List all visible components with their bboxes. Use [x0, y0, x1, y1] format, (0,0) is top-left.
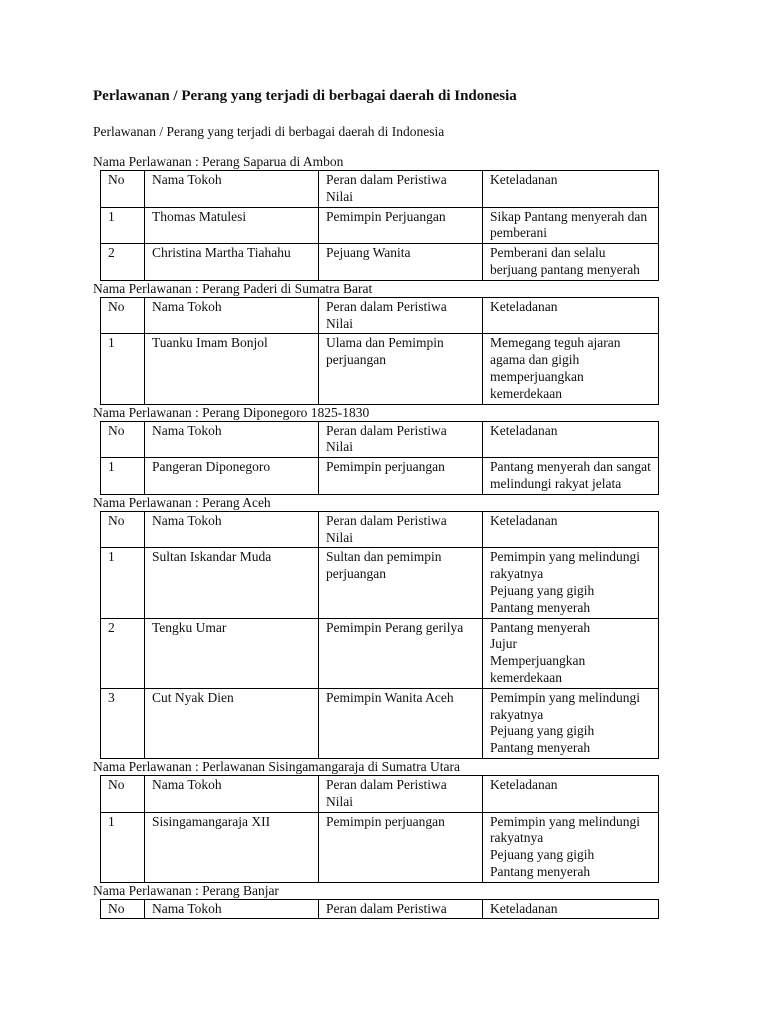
cell-no: 2 — [101, 618, 145, 688]
header-nama-tokoh: Nama Tokoh — [145, 171, 319, 208]
section-label: Nama Perlawanan : Perang Banjar — [93, 882, 279, 898]
section-label: Nama Perlawanan : Perang Paderi di Sumatra Barat — [93, 280, 373, 296]
header-keteladanan: Keteladanan — [483, 775, 659, 812]
section-label: Nama Perlawanan : Perang Saparua di Ambon — [93, 154, 344, 169]
sections-container — [93, 154, 673, 919]
table-row — [101, 244, 659, 281]
cell-line: Memperjuangkan kemerdekaan — [490, 653, 586, 685]
cell-nama-tokoh: Tuanku Imam Bonjol — [145, 334, 319, 404]
header-keteladanan: Keteladanan — [483, 421, 659, 458]
header-nama-tokoh: Nama Tokoh — [145, 775, 319, 812]
table-row — [101, 618, 659, 688]
table-row — [101, 548, 659, 618]
cell-peran: Pemimpin perjuangan — [319, 458, 483, 495]
header-peran: Peran dalam Peristiwa Nilai — [319, 297, 483, 334]
tokoh-table — [100, 899, 659, 920]
table-header-row — [101, 899, 659, 919]
tokoh-table — [100, 775, 659, 883]
cell-line: Pantang menyerah — [490, 863, 591, 879]
cell-keteladanan — [483, 812, 659, 882]
table-header-row — [101, 421, 659, 458]
cell-line: Pemimpin yang melindungi rakyatnya — [490, 813, 640, 846]
cell-no: 2 — [101, 244, 145, 281]
cell-nama-tokoh: Christina Martha Tiahahu — [145, 244, 319, 281]
header-no: No — [101, 171, 145, 208]
cell-keteladanan — [483, 548, 659, 618]
table-row — [101, 458, 659, 495]
cell-line: Pejuang yang gigih — [490, 582, 595, 598]
table-header-row — [101, 171, 659, 208]
cell-peran: Pejuang Wanita — [319, 244, 483, 281]
cell-line: Pantang menyerah — [490, 619, 591, 635]
table-row — [101, 207, 659, 244]
document-page — [93, 86, 673, 919]
cell-no: 1 — [101, 334, 145, 404]
header-peran: Peran dalam Peristiwa Nilai — [319, 421, 483, 458]
document-title: Perlawanan / Perang yang terjadi di berbagai daerah di Indonesia — [93, 88, 517, 104]
cell-keteladanan: Sikap Pantang menyerah dan pemberani — [483, 207, 659, 244]
cell-nama-tokoh: Tengku Umar — [145, 618, 319, 688]
tokoh-table — [100, 421, 659, 495]
header-no: No — [101, 297, 145, 334]
table-header-row — [101, 775, 659, 812]
header-peran: Peran dalam Peristiwa Nilai — [319, 171, 483, 208]
cell-peran: Pemimpin Wanita Aceh — [319, 688, 483, 758]
cell-keteladanan: Memegang teguh ajaran agama dan gigih memperjuangkan kemerdekaan — [483, 334, 659, 404]
header-keteladanan: Keteladanan — [483, 511, 659, 548]
cell-peran: Sultan dan pemimpin perjuangan — [319, 548, 483, 618]
cell-nama-tokoh: Pangeran Diponegoro — [145, 458, 319, 495]
cell-no: 1 — [101, 812, 145, 882]
cell-line: Pejuang yang gigih — [490, 847, 595, 863]
cell-nama-tokoh: Sultan Iskandar Muda — [145, 548, 319, 618]
header-keteladanan: Keteladanan — [483, 297, 659, 334]
cell-keteladanan: Pantang menyerah dan sangat melindungi rakyat jelata — [483, 458, 659, 495]
cell-peran: Pemimpin Perang gerilya — [319, 618, 483, 688]
cell-line: Jujur — [490, 636, 517, 652]
cell-peran: Ulama dan Pemimpin perjuangan — [319, 334, 483, 404]
header-no: No — [101, 899, 145, 919]
header-peran: Peran dalam Peristiwa Nilai — [319, 511, 483, 548]
header-nama-tokoh: Nama Tokoh — [145, 511, 319, 548]
table-row — [101, 688, 659, 758]
tokoh-table — [100, 297, 659, 405]
header-keteladanan: Keteladanan — [483, 171, 659, 208]
header-no: No — [101, 511, 145, 548]
cell-peran: Pemimpin Perjuangan — [319, 207, 483, 244]
cell-nama-tokoh: Thomas Matulesi — [145, 207, 319, 244]
cell-no: 1 — [101, 207, 145, 244]
cell-line: Pemimpin yang melindungi rakyatnya — [490, 549, 640, 582]
document-subtitle: Perlawanan / Perang yang terjadi di berbagai daerah di Indonesia — [93, 124, 445, 139]
cell-line: Pantang menyerah — [490, 599, 591, 615]
tokoh-table — [100, 170, 659, 281]
header-keteladanan: Keteladanan — [483, 899, 659, 919]
cell-line: Pejuang yang gigih — [490, 723, 595, 739]
cell-nama-tokoh: Sisingamangaraja XII — [145, 812, 319, 882]
table-header-row — [101, 511, 659, 548]
header-no: No — [101, 421, 145, 458]
cell-no: 1 — [101, 548, 145, 618]
section-label: Nama Perlawanan : Perang Diponegoro 1825-1830 — [93, 404, 370, 420]
cell-peran: Pemimpin perjuangan — [319, 812, 483, 882]
section-label: Nama Perlawanan : Perang Aceh — [93, 494, 271, 510]
table-row — [101, 812, 659, 882]
header-nama-tokoh: Nama Tokoh — [145, 899, 319, 919]
header-nama-tokoh: Nama Tokoh — [145, 297, 319, 334]
cell-keteladanan — [483, 618, 659, 688]
cell-line: Pemimpin yang melindungi rakyatnya — [490, 689, 640, 722]
header-no: No — [101, 775, 145, 812]
cell-nama-tokoh: Cut Nyak Dien — [145, 688, 319, 758]
cell-keteladanan: Pemberani dan selalu berjuang pantang menyerah — [483, 244, 659, 281]
header-peran: Peran dalam Peristiwa Nilai — [319, 775, 483, 812]
table-header-row — [101, 297, 659, 334]
tokoh-table — [100, 511, 659, 759]
header-nama-tokoh: Nama Tokoh — [145, 421, 319, 458]
section-label: Nama Perlawanan : Perlawanan Sisingamangaraja di Sumatra Utara — [93, 758, 460, 774]
table-row — [101, 334, 659, 404]
cell-no: 1 — [101, 458, 145, 495]
header-peran: Peran dalam Peristiwa — [319, 899, 483, 919]
cell-keteladanan — [483, 688, 659, 758]
cell-no: 3 — [101, 688, 145, 758]
cell-line: Pantang menyerah — [490, 740, 591, 756]
